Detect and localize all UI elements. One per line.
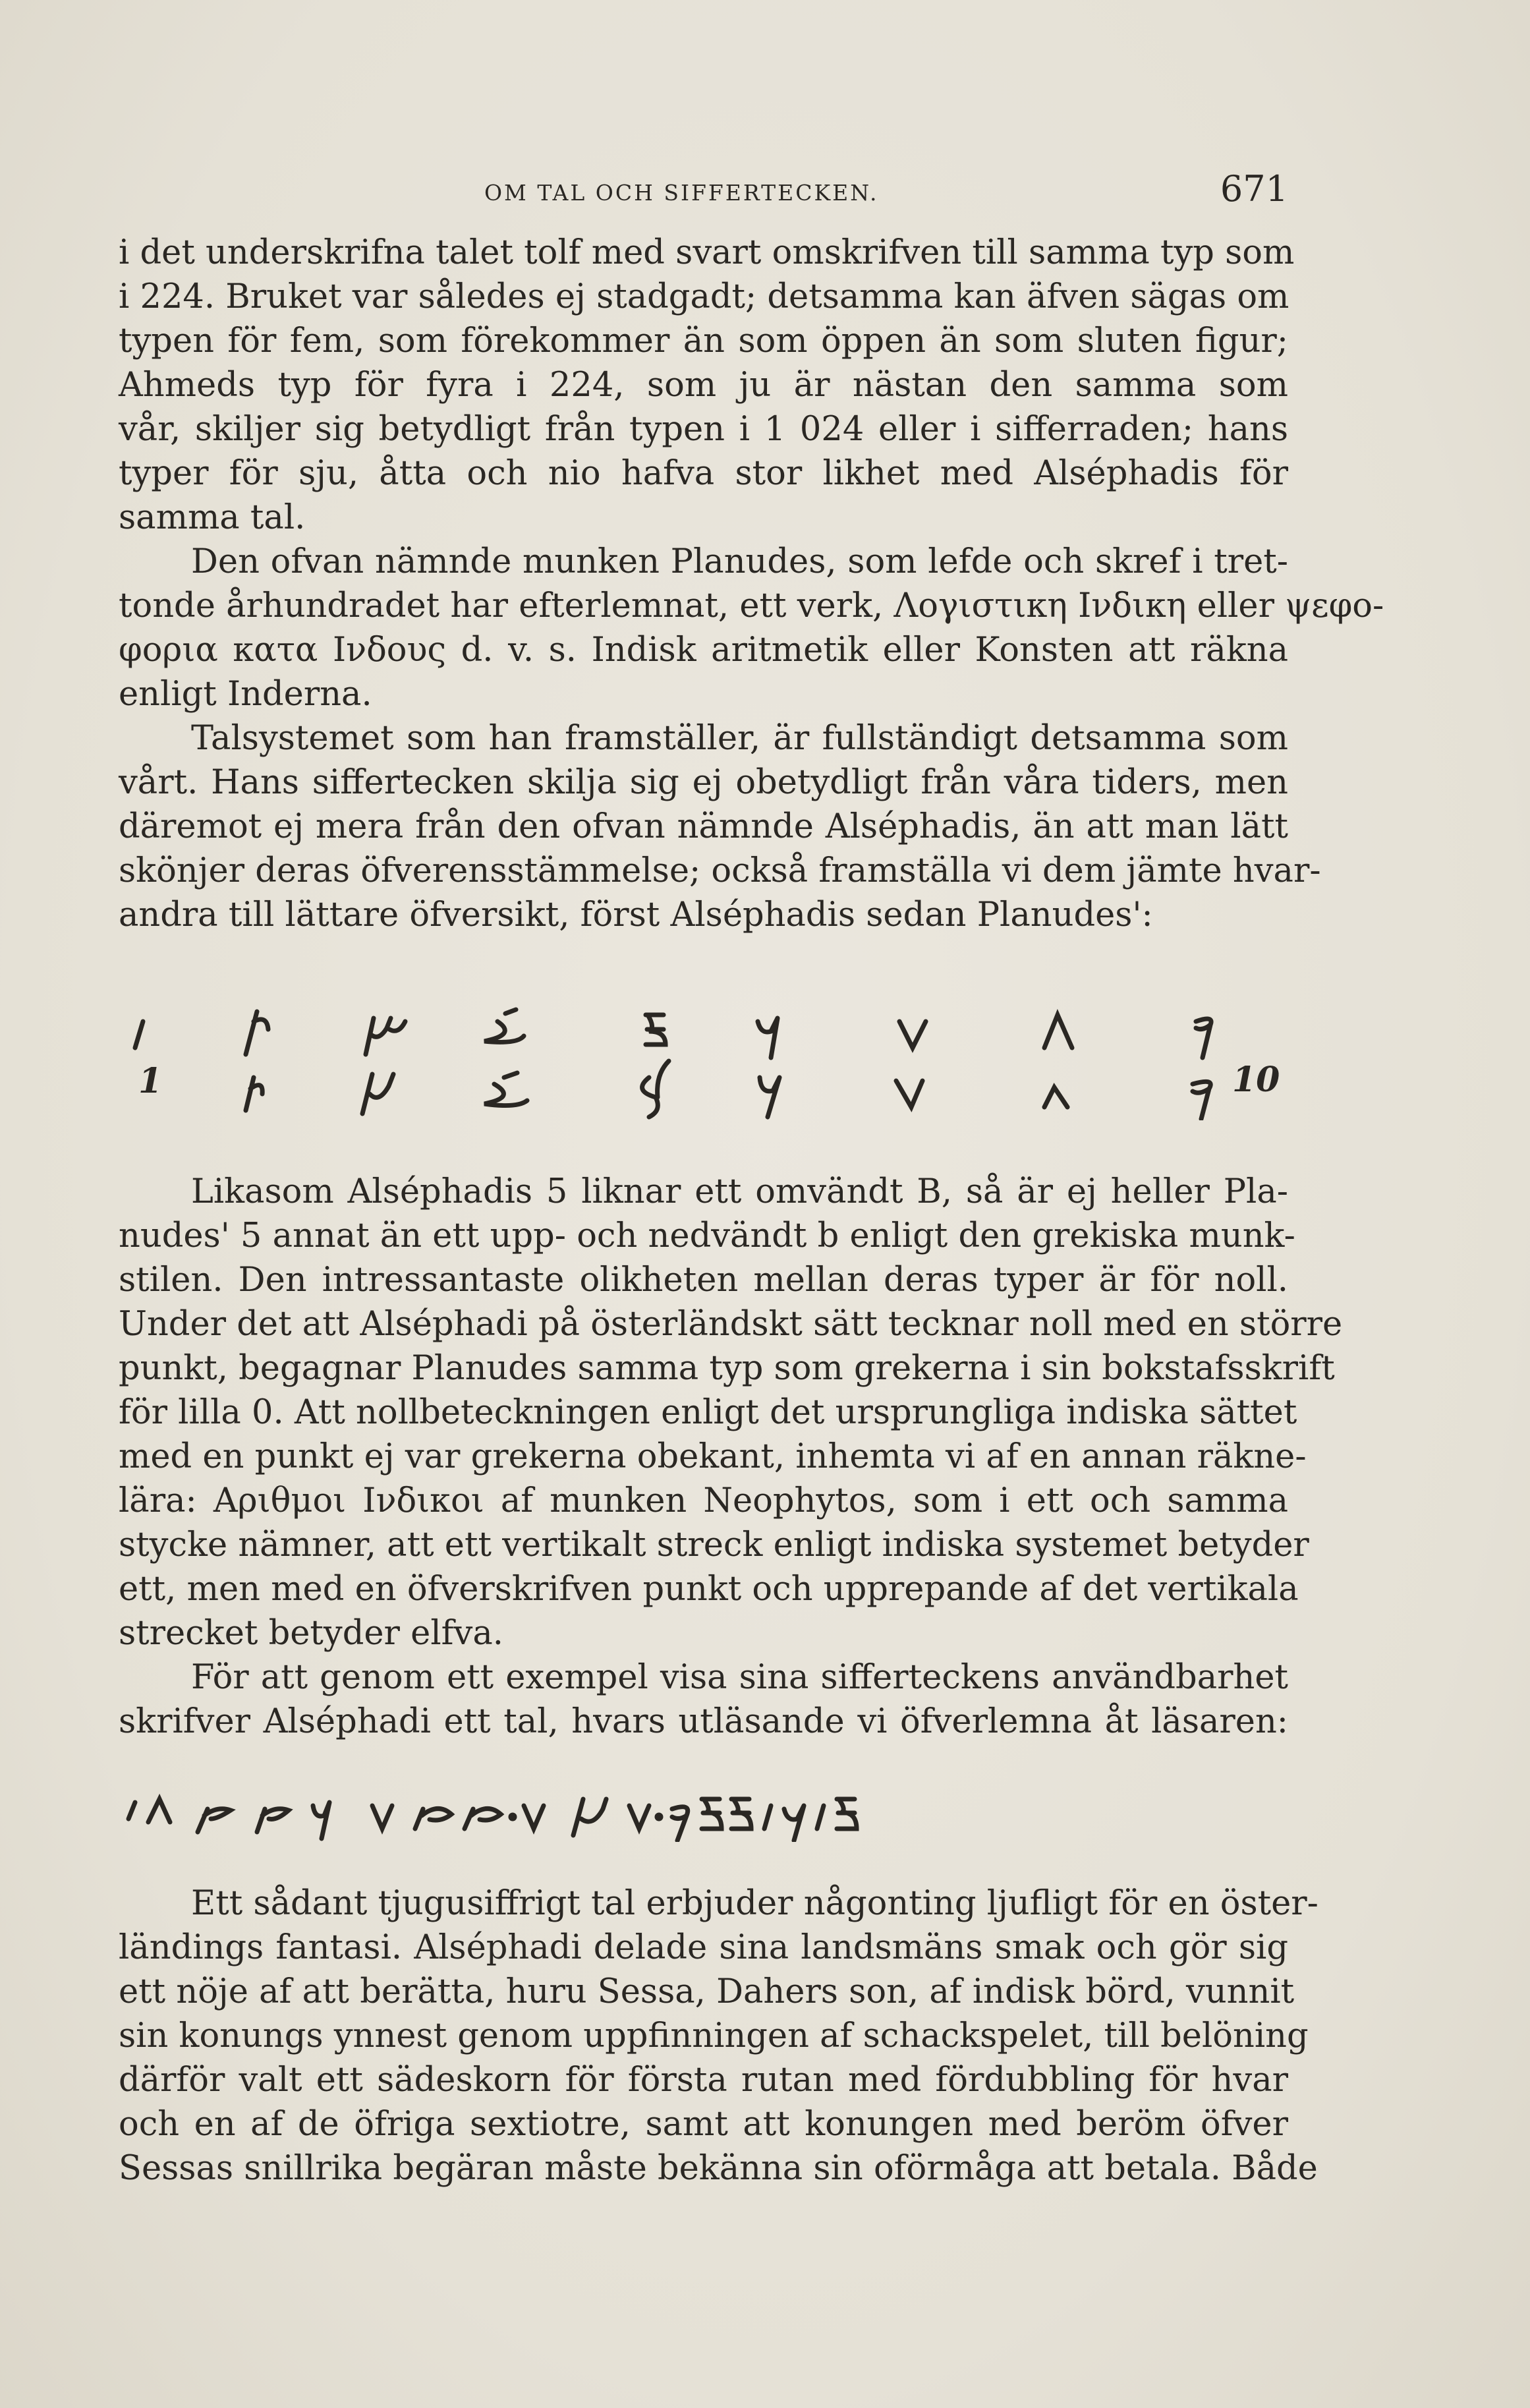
text-line: vår, skiljer sig betydligt från typen i 1 024 eller i sifferraden; hans: [119, 410, 1288, 449]
numeral-one-label: 1: [138, 1061, 163, 1101]
text-line: vårt. Hans siffertecken skilja sig ej obetydligt från våra tiders, men: [119, 763, 1288, 802]
text-line: Under det att Alséphadi på österländskt sätt tecknar noll med en större: [119, 1305, 1343, 1344]
text-line: sin konungs ynnest genom uppfinningen af schackspelet, till belöning: [119, 2017, 1309, 2055]
text-line: för lilla 0. Att nollbeteckningen enligt det ursprungliga indiska sättet: [119, 1393, 1297, 1432]
text-line: skrifver Alséphadi ett tal, hvars utläsande vi öfverlemna åt läsaren:: [119, 1702, 1288, 1741]
text-line: Likasom Alséphadis 5 liknar ett omvändt B, så är ej heller Pla-: [191, 1172, 1288, 1211]
running-title: OM TAL OCH SIFFERTECKEN.: [484, 180, 879, 206]
text-line: Sessas snillrika begäran måste bekänna sin oförmåga att betala. Både: [119, 2149, 1318, 2188]
text-line: ett nöje af att berätta, huru Sessa, Dahers son, af indisk börd, vunnit: [119, 1972, 1295, 2011]
text-line: i 224. Bruket var således ej stadgadt; detsamma kan äfven sägas om: [119, 277, 1289, 316]
text-line: φορια κατα Ινδους d. v. s. Indisk aritmetik eller Konsten att räkna: [119, 631, 1288, 670]
paragraph-block-1: [119, 231, 1384, 937]
planudes-numeral-row: [128, 1048, 1288, 1114]
page-header: [119, 168, 1288, 208]
text-line: Ett sådant tjugusiffrigt tal erbjuder någonting ljufligt för en öster-: [191, 1884, 1318, 1923]
text-line: Ahmeds typ för fyra i 224, som ju är nästan den samma som: [119, 366, 1288, 405]
paragraph-block-3: [119, 1881, 1318, 2191]
text-line: strecket betyder elfva.: [119, 1614, 503, 1653]
planudes-numerals-illustration: [128, 1048, 1288, 1120]
text-line: och en af de öfriga sextiotre, samt att konungen med beröm öfver: [119, 2105, 1288, 2144]
twenty-digit-sample-number: [119, 1769, 1291, 1842]
text-line: ländings fantasi. Alséphadi delade sina landsmäns smak och gör sig: [119, 1928, 1288, 1967]
paragraph-block-2: [119, 1170, 1343, 1744]
sample-number-illustration: [119, 1769, 1291, 1842]
text-line: med en punkt ej var grekerna obekant, inhemta vi af en annan räkne-: [119, 1437, 1307, 1476]
text-line: Talsystemet som han framställer, är fullständigt detsamma som: [191, 719, 1288, 758]
text-line: ett, men med en öfverskrifven punkt och upprepande af det vertikala: [119, 1570, 1299, 1609]
text-line: enligt Inderna.: [119, 675, 372, 714]
text-line: andra till lättare öfversikt, först Alséphadis sedan Planudes':: [119, 896, 1153, 934]
numeral-ten-label: 10: [1232, 1060, 1280, 1100]
text-line: skönjer deras öfverensstämmelse; också framställa vi dem jämte hvar-: [119, 851, 1321, 890]
text-line: typer för sju, åtta och nio hafva stor likhet med Alséphadis för: [119, 454, 1288, 493]
text-line: punkt, begagnar Planudes samma typ som grekerna i sin bokstafsskrift: [119, 1349, 1335, 1388]
text-line: För att genom ett exempel visa sina sifferteckens användbarhet: [191, 1658, 1288, 1697]
text-line: därför valt ett sädeskorn för första rutan med fördubbling för hvar: [119, 2061, 1288, 2100]
text-line: typen för fem, som förekommer än som öppen än som sluten figur;: [119, 322, 1288, 360]
text-line: nudes' 5 annat än ett upp- och nedvändt b enligt den grekiska munk-: [119, 1217, 1295, 1255]
page-number: 671: [1220, 168, 1288, 210]
text-line: stycke nämner, att ett vertikalt streck enligt indiska systemet betyder: [119, 1526, 1309, 1564]
text-line: i det underskrifna talet tolf med svart omskrifven till samma typ som: [119, 233, 1295, 272]
text-line: tonde århundradet har efterlemnat, ett verk, Λογιστικη Ινδικη eller ψεφο-: [119, 587, 1384, 625]
text-line: Den ofvan nämnde munken Planudes, som lefde och skref i tret-: [191, 542, 1288, 581]
text-line: samma tal.: [119, 498, 306, 537]
text-line: stilen. Den intressantaste olikheten mellan deras typer är för noll.: [119, 1261, 1288, 1300]
text-line: däremot ej mera från den ofvan nämnde Alséphadis, än att man lätt: [119, 807, 1288, 846]
text-line: lära: Αριθμοι Ινδικοι af munken Neophytos, som i ett och samma: [119, 1481, 1288, 1520]
